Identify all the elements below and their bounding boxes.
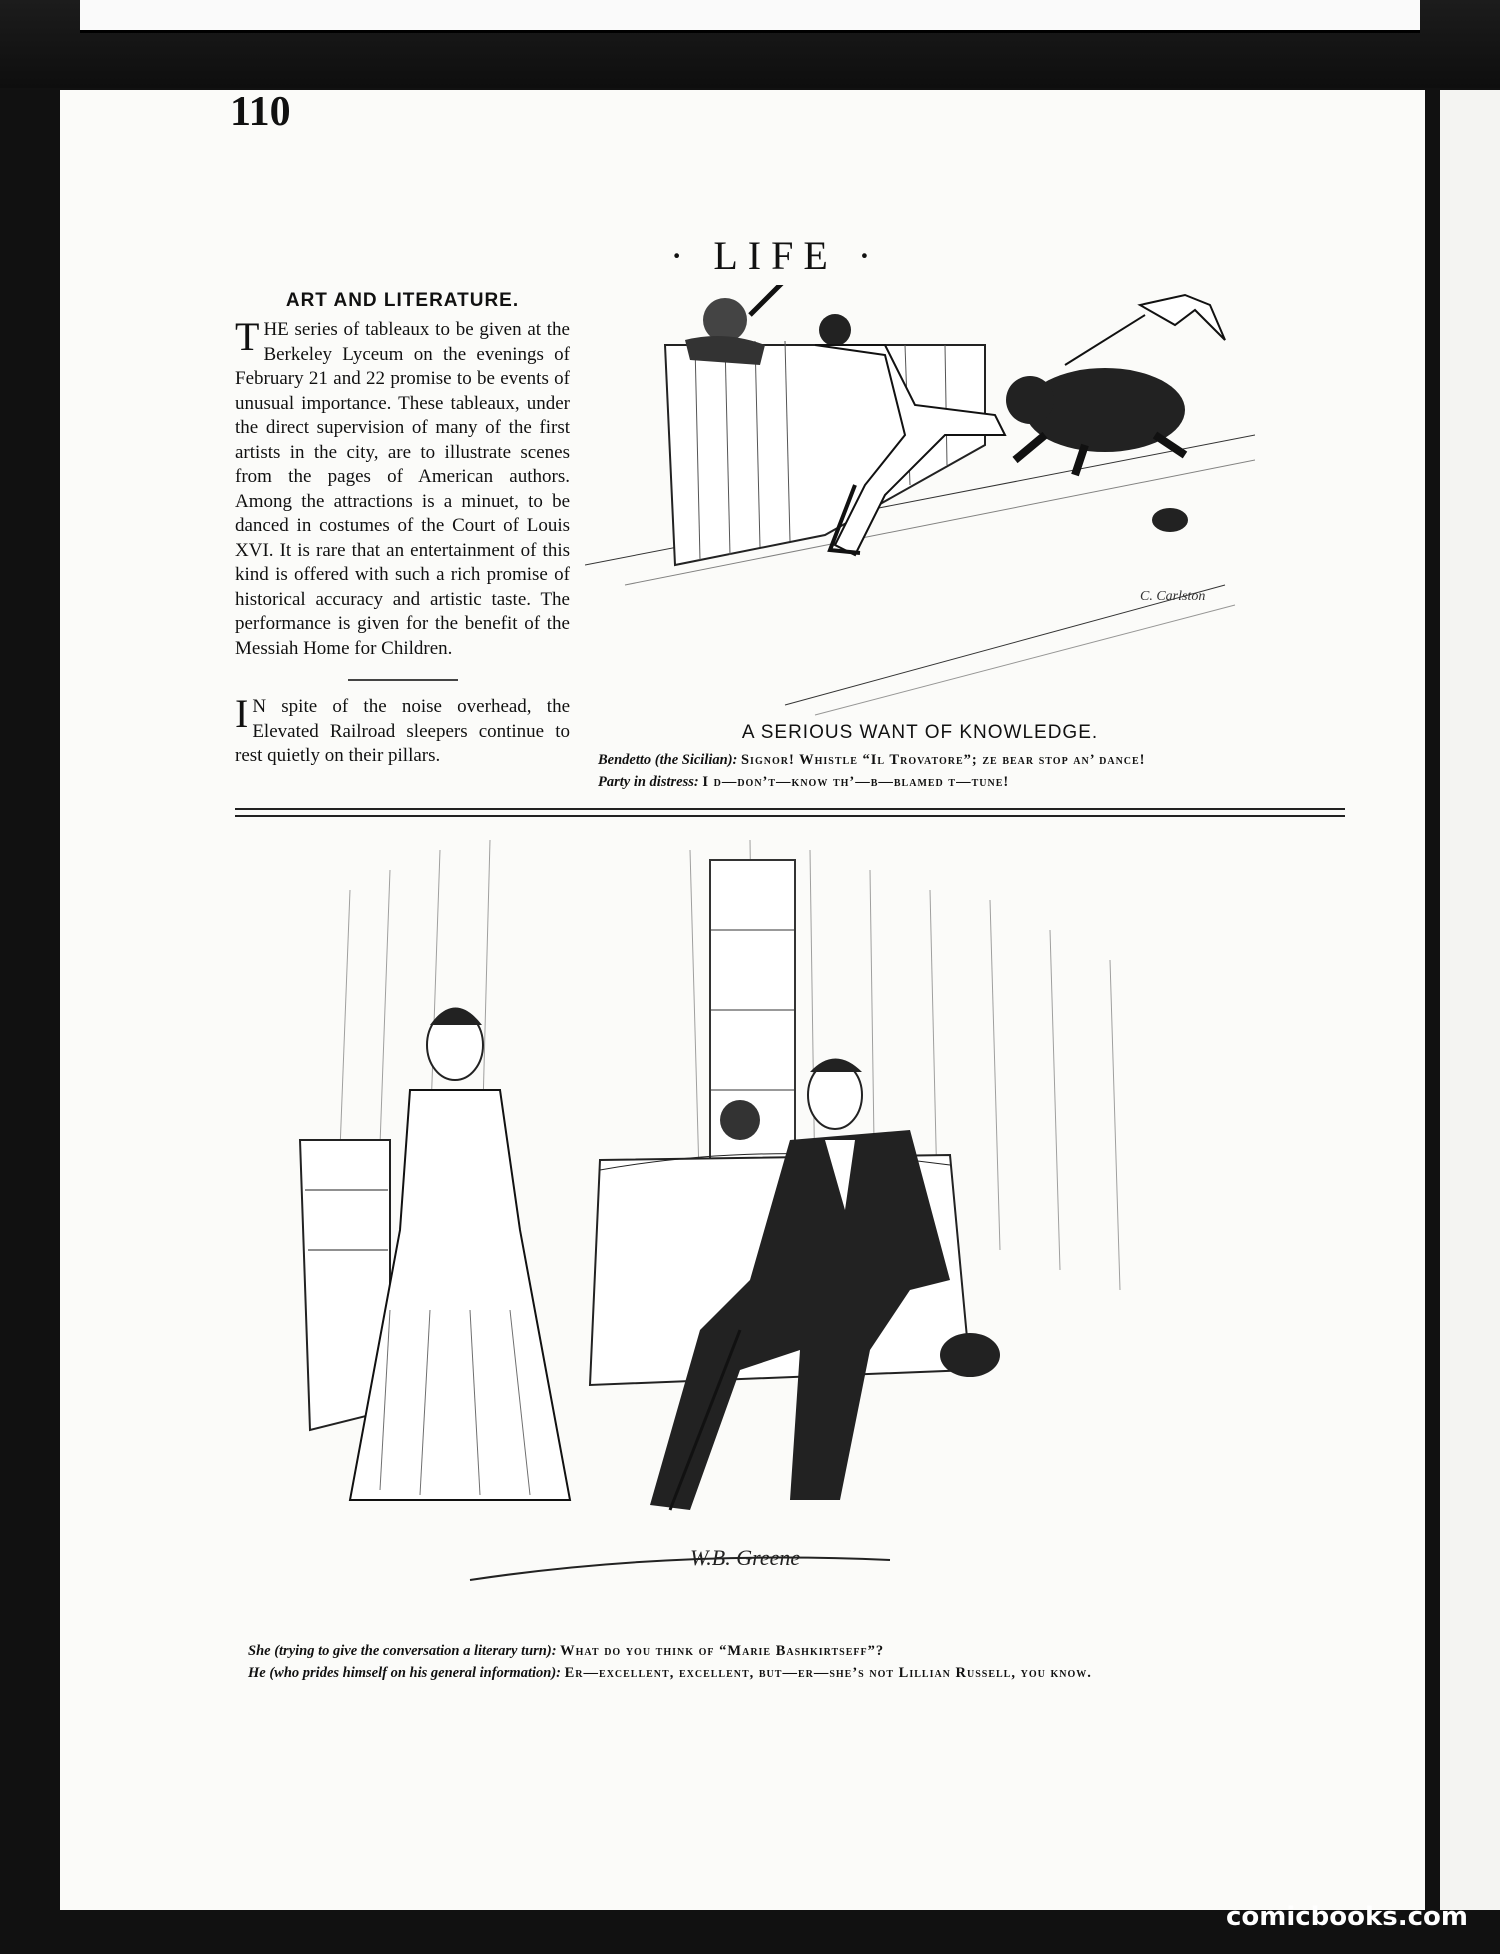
article-text: HE series of tableaux to be given at the Berkeley Lyceum on the evenings of February 21 and 22 promise to be events of unusual importance. These tableaux, under the direct supervision of many of the first artists in the city, are to illustrate scenes from the pages of American authors. Among the attractions is a minuet, to be danced in costumes of the Court of Louis XVI. It is rare that an entertainment of this kind is offered with such a rich promise of historical accuracy and artistic taste. The performance is given for the benefit of the Messiah Home for Children. (235, 319, 570, 659)
bottom-cartoon-line-1 (248, 1643, 884, 1660)
top-cartoon-line-1 (598, 752, 1146, 769)
next-page-edge (1440, 90, 1500, 1910)
line-speaker: She (trying to give the conversation a literary turn): (248, 1643, 557, 1659)
page-header (170, 89, 1260, 278)
section-divider (348, 679, 458, 681)
bottom-cartoon-line-2 (248, 1665, 1092, 1682)
parlor-conversation-illustration (270, 810, 1330, 1640)
joke-text: N spite of the noise overhead, the Elevated Railroad sleepers continue to rest quietly on their pillars. (235, 696, 570, 766)
joke-dropcap: I (235, 691, 249, 736)
article-dropcap: T (235, 314, 260, 359)
line-text: I d—don’t—know th’—b—blamed t—tune! (702, 774, 1010, 790)
site-watermark: comicbooks.com (1225, 1902, 1468, 1932)
article-body (235, 314, 570, 661)
bear-chase-illustration (585, 285, 1255, 725)
top-cartoon-title: A SERIOUS WANT OF KNOWLEDGE. (741, 722, 1099, 743)
joke-body (235, 691, 570, 769)
left-column (235, 290, 570, 769)
svg-text:W.B. Greene: W.B. Greene (690, 1545, 801, 1570)
line-speaker: He (who prides himself on his general information): (248, 1665, 561, 1681)
article-heading: ART AND LITERATURE. (285, 290, 520, 311)
masthead-title: · LIFE · (670, 233, 882, 278)
line-text: Er—excellent, excellent, but—er—she’s not Lillian Russell, you know. (564, 1665, 1092, 1681)
line-speaker: Party in distress: (598, 774, 699, 790)
line-speaker: Bendetto (the Sicilian): (598, 752, 738, 768)
line-text: What do you think of “Marie Bashkirtseff”? (560, 1643, 885, 1659)
page-number: 110 (230, 89, 291, 135)
svg-text:C. Carlston: C. Carlston (1140, 589, 1206, 604)
top-cartoon-line-2 (598, 774, 1009, 791)
line-text: Signor! Whistle “Il Trovatore”; ze bear stop an’ dance! (740, 752, 1146, 768)
previous-page-edge (80, 0, 1420, 33)
